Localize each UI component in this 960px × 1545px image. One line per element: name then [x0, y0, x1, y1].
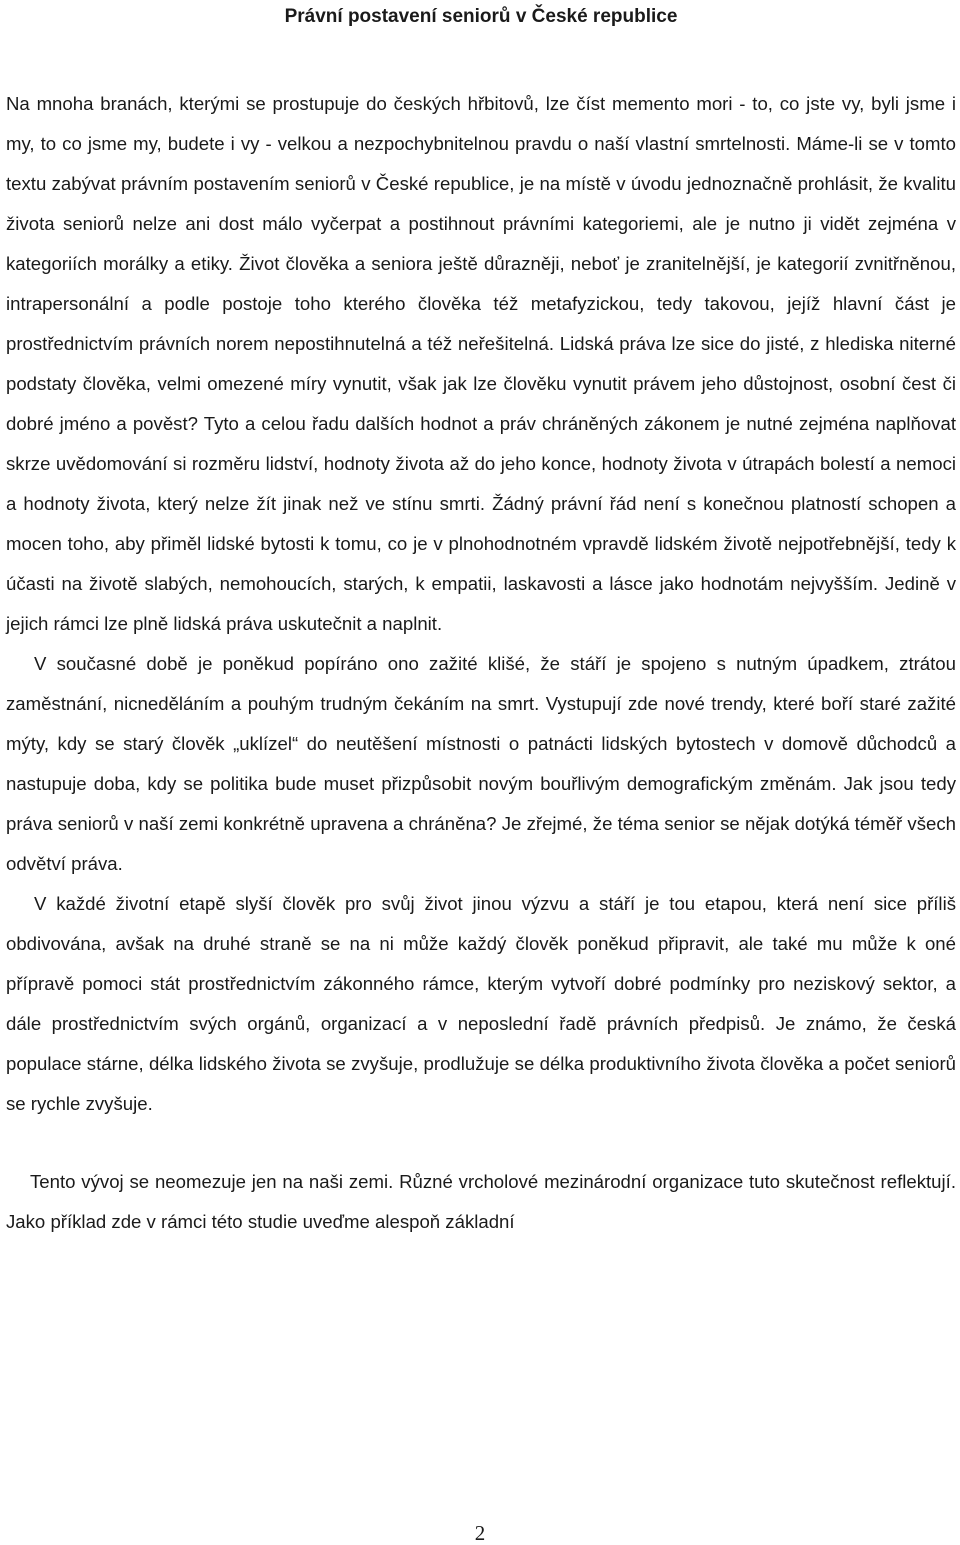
page-title: Právní postavení seniorů v České republice: [284, 6, 678, 27]
paragraph-intro: Na mnoha branách, kterými se prostupuje do českých hřbitovů, lze číst memento mori - to, co jste vy, byli jsme i my, to co jsme my, budete i vy - velkou a nezpochybnitelnou pravdu o naší vlastní smrtelnosti. Máme-li se v tomto textu zabývat právním postavením seniorů v České republice, je na místě v úvodu jednoznačně prohlásit, že kvalitu života seniorů nelze ani dost málo vyčerpat a postihnout právními kategoriemi, ale je nutno ji vidět zejména v kategoriích morálky a etiky. Život člověka a seniora ještě důrazněji, neboť je zranitelnější, je kategorií zvnitřněnou, intrapersonální a podle postoje toho kterého člověka též metafyzickou, tedy takovou, jejíž hlavní část je prostřednictvím právních norem nepostihnutelná a též neřešitelná. Lidská práva lze sice do jisté, z hlediska niterné podstaty člověka, velmi omezené míry vynutit, však jak lze člověku vynutit právem jeho důstojnost, osobní čest či dobré jméno a pověst? Tyto a celou řadu dalších hodnot a práv chráněných zákonem je nutné zejména naplňovat skrze uvědomování si rozměru lidství, hodnoty života až do jeho konce, hodnoty života v útrapách bolestí a nemoci a hodnoty života, který nelze žít jinak než ve stínu smrti. Žádný právní řád není s konečnou platností schopen a mocen toho, aby přiměl lidské bytosti k tomu, co je v plnohodnotném vpravdě lidském životě nejpotřebnější, tedy k účasti na životě slabých, nemohoucích, starých, k empatii, laskavosti a lásce jako hodnotám nejvyšším. Jedině v jejich rámci lze plně lidská práva uskutečnit a naplnit.: [6, 93, 956, 634]
paragraph-current-trends: V současné době je poněkud popíráno ono zažité klišé, že stáří je spojeno s nutným úpadkem, ztrátou zaměstnání, nicneděláním a pouhým trudným čekáním na smrt. Vystupují zde nové trendy, které boří staré zažité mýty, kdy se starý člověk „uklízel“ do neutěšení místnosti o patnácti lidských bytostech v domově důchodců a nastupuje doba, kdy se politika bude muset přizpůsobit novým bouřlivým demografickým změnám. Jak jsou tedy práva seniorů v naší zemi konkrétně upravena a chráněna? Je zřejmé, že téma senior se nějak dotýká téměř všech odvětví práva.: [6, 653, 956, 874]
paragraph-international: Tento vývoj se neomezuje jen na naši zemi. Různé vrcholové mezinárodní organizace tuto skutečnost reflektují. Jako příklad zde v rámci této studie uveďme alespoň základní: [6, 1171, 956, 1232]
page-number: 2: [474, 1521, 486, 1545]
paragraph-life-stages: V každé životní etapě slyší člověk pro svůj život jinou výzvu a stáří je tou etapou, která není sice příliš obdivována, avšak na druhé straně se na ni může každý člověk poněkud připravit, ale také mu může k oné přípravě pomoci stát prostřednictvím zákonného rámce, kterým vytvoří dobré podmínky pro neziskový sektor, a dále prostřednictvím svých orgánů, organizací a v neposlední řadě právních předpisů. Je známo, že česká populace stárne, délka lidského života se zvyšuje, prodlužuje se délka produktivního života člověka a počet seniorů se rychle zvyšuje.: [6, 893, 956, 1114]
